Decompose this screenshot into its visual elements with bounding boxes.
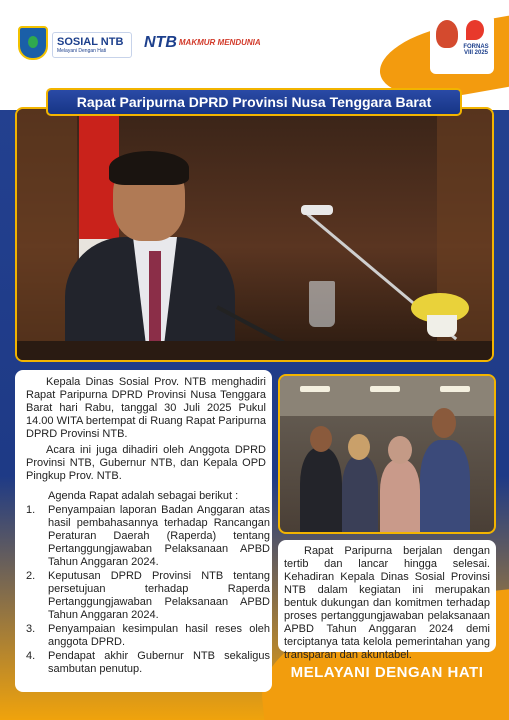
dinsos-logo-subtitle: Melayani Dengan Hati xyxy=(57,48,107,54)
agenda-number: 3. xyxy=(26,623,36,635)
water-glass xyxy=(309,281,335,327)
mascot-icon xyxy=(436,20,458,48)
ceiling xyxy=(280,376,496,416)
agenda-number: 1. xyxy=(26,504,36,516)
paragraph-intro: Kepala Dinas Sosial Prov. NTB menghadiri Rapat Paripurna DPRD Provinsi Nusa Tenggara Barat hari Rabu, tanggal 30 Juli 2025 Pukul 14.00 WITA bertempat di Ruang Rapat Paripurna DPRD Provinsi NTB. xyxy=(26,376,266,440)
flower-pot xyxy=(427,315,457,337)
attendee-head xyxy=(388,436,412,464)
list-item xyxy=(26,623,270,649)
ceiling-light xyxy=(370,386,400,392)
attendee xyxy=(342,456,378,534)
ntb-logo-title: NTB xyxy=(144,34,177,51)
province-emblem-icon xyxy=(18,26,48,60)
tagline: MELAYANI DENGAN HATI xyxy=(290,664,484,681)
agenda-number: 4. xyxy=(26,650,36,662)
agenda-text: Pendapat akhir Gubernur NTB sekaligus sambutan penutup. xyxy=(48,650,270,675)
speaker-hair xyxy=(109,151,189,185)
list-item xyxy=(26,570,270,622)
desk-lamp-head xyxy=(301,205,333,215)
ceiling-light xyxy=(300,386,330,392)
speaker-tie xyxy=(149,251,161,341)
attendee-head xyxy=(432,408,456,438)
attendee xyxy=(300,448,342,534)
list-item xyxy=(26,504,270,569)
ceiling-light xyxy=(440,386,470,392)
ntb-makmur-logo xyxy=(144,34,261,56)
dinsos-logo-title: SOSIAL NTB xyxy=(57,36,124,48)
attendee xyxy=(420,440,470,534)
paragraph-attendees: Acara ini juga dihadiri oleh Anggota DPRD Provinsi NTB, Gubernur NTB, dan Kepala OPD Pingkup Prov. NTB. xyxy=(26,444,266,482)
flame-icon xyxy=(466,20,484,40)
attendee xyxy=(380,460,420,534)
main-text-card xyxy=(15,370,272,692)
agenda-list xyxy=(26,504,270,676)
hero-photo xyxy=(15,107,494,362)
agenda-text: Penyampaian laporan Badan Anggaran atas hasil pembahasannya terhadap Rancangan Peraturan Daerah (Raperda) tentang Pertanggungjawaban Pelaksanaan APBD Tahun Anggaran 2024. xyxy=(48,504,270,568)
fornas-logo xyxy=(430,14,494,74)
meeting-photo xyxy=(278,374,496,534)
agenda-intro: Agenda Rapat adalah sebagai berikut : xyxy=(48,490,239,502)
closing-text-card xyxy=(278,540,496,661)
attendee-head xyxy=(310,426,332,452)
agenda-text: Keputusan DPRD Provinsi NTB tentang persetujuan terhadap Raperda Pertanggungjawaban Pelaksanaan APBD Tahun Anggaran 2024. xyxy=(48,570,270,621)
agenda-text: Penyampaian kesimpulan hasil reses oleh anggota DPRD. xyxy=(48,623,270,648)
podium-desk xyxy=(17,341,494,362)
attendee-head xyxy=(348,434,370,460)
fornas-logo-text: FORNAS VIII 2025 xyxy=(463,44,489,56)
ntb-logo-subtitle: MAKMUR MENDUNIA xyxy=(178,37,261,47)
title-banner xyxy=(46,88,462,116)
dinsos-logo xyxy=(52,32,132,58)
list-item xyxy=(26,650,270,676)
page-title: Rapat Paripurna DPRD Provinsi Nusa Tenggara Barat xyxy=(76,94,432,110)
paragraph-closing: Rapat Paripurna berjalan dengan tertib dan lancar hingga selesai. Kehadiran Kepala Dinas Sosial Provinsi NTB dalam kegiatan ini merupakan bentuk dukungan dan komitmen terhadap proses pertanggungjawaban pelaksanaan APBD Tahun Anggaran 2024 demi terciptanya tata kelola pemerintahan yang transparan dan akuntabel. xyxy=(284,545,490,661)
agenda-number: 2. xyxy=(26,570,36,582)
